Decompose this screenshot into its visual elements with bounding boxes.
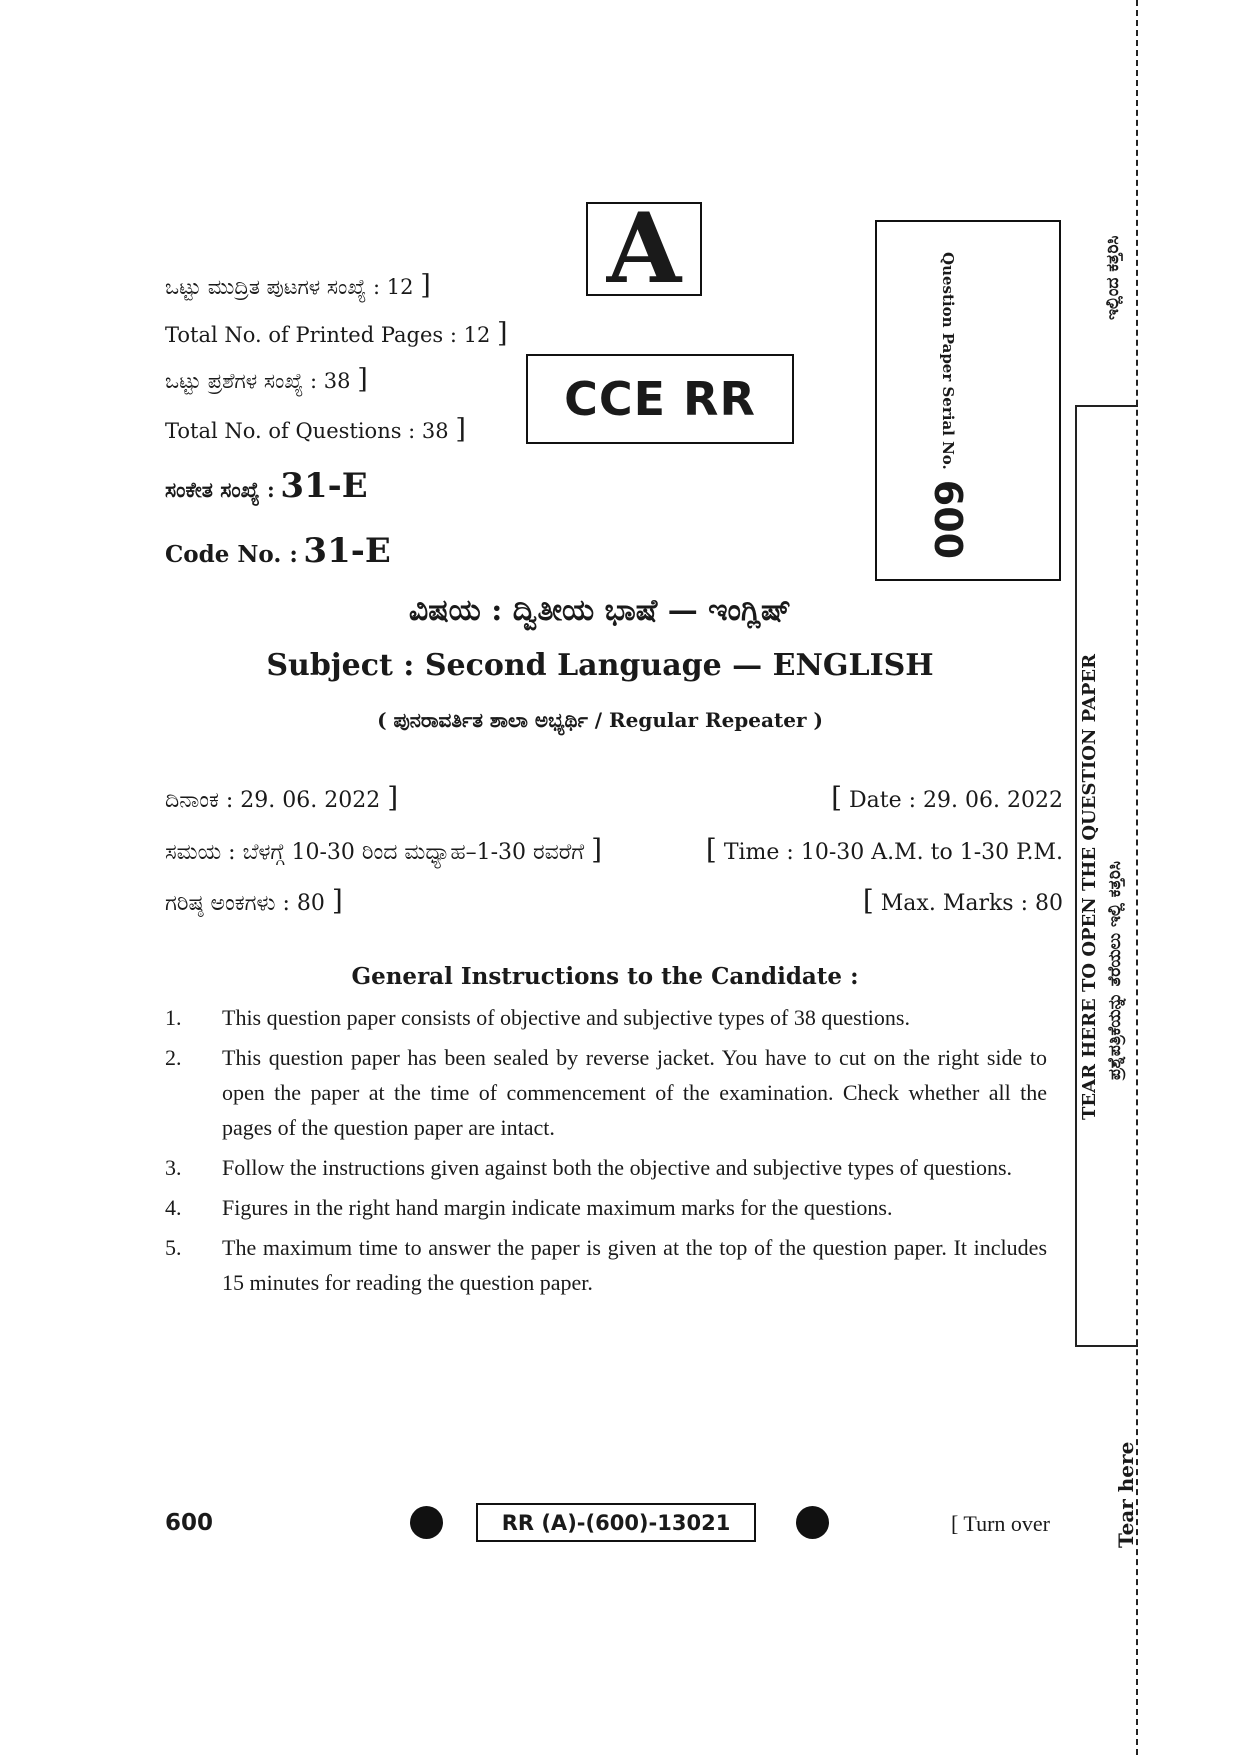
version-letter: A (606, 192, 682, 305)
code-number-en: Code No. : 31-E (165, 531, 391, 571)
marks-kn: ಗರಿಷ್ಠ ಅಂಕಗಳು : 80 ] (165, 884, 343, 917)
serial-number-box (875, 220, 1061, 581)
code-number-kn: ಸಂಕೇತ ಸಂಖ್ಯೆ : 31-E (165, 466, 368, 506)
time-en: [ Time : 10-30 A.M. to 1-30 P.M. (705, 833, 1063, 866)
serial-number: 600 (926, 479, 970, 560)
registration-dot-left (410, 1506, 443, 1539)
footer-page-number: 600 (165, 1510, 214, 1536)
instruction-item: 2. This question paper has been sealed by reverse jacket. You have to cut on the right side to open the paper at the time of commencement of the examination. Check whether all the pages of the question paper are intact. (165, 1045, 1047, 1140)
tear-here-label: Tear here (1114, 1441, 1138, 1548)
instructions-list (165, 1000, 1047, 1305)
version-letter-box (586, 192, 702, 305)
serial-label: Question Paper Serial No. (939, 252, 957, 470)
pages-count-kn: ಒಟ್ಟು ಮುದ್ರಿತ ಪುಟಗಳ ಸಂಖ್ಯೆ : 12 ] (165, 270, 431, 301)
exam-code-box (526, 354, 794, 444)
exam-code: CCE RR (564, 372, 756, 426)
candidate-type: ( ಪುನರಾವರ್ತಿತ ಶಾಲಾ ಅಭ್ಯರ್ಥಿ / Regular Repeater ) (377, 708, 823, 732)
subject-kn: ವಿಷಯ : ದ್ವಿತೀಯ ಭಾಷೆ — ಇಂಗ್ಲಿಷ್ (408, 593, 792, 628)
date-en: [ Date : 29. 06. 2022 (831, 781, 1063, 814)
subject-en: Subject : Second Language — ENGLISH (266, 648, 934, 683)
questions-count-kn: ಒಟ್ಟು ಪ್ರಶೆಗಳ ಸಂಖ್ಯೆ : 38 ] (165, 364, 368, 395)
instruction-item: 1. This question paper consists of objective and subjective types of 38 questions. (165, 1005, 910, 1030)
tear-top-kn: ಇಲ್ಲಿಂದ ಕತ್ತರಿಸಿ (1103, 235, 1123, 320)
instruction-item: 4. Figures in the right hand margin indicate maximum marks for the questions. (165, 1195, 893, 1220)
instructions-title: General Instructions to the Candidate : (351, 963, 859, 990)
registration-dot-right (796, 1506, 829, 1539)
instruction-item: 3. Follow the instructions given against both the objective and subjective types of questions. (165, 1155, 1013, 1180)
date-kn: ದಿನಾಂಕ : 29. 06. 2022 ] (165, 781, 399, 814)
turn-over-label: [ Turn over (951, 1511, 1051, 1536)
instruction-item: 5. The maximum time to answer the paper is given at the top of the question paper. It includes 15 minutes for reading the question paper. (165, 1235, 1047, 1295)
marks-en: [ Max. Marks : 80 (862, 884, 1063, 917)
questions-count-en: Total No. of Questions : 38 ] (165, 414, 466, 445)
footer-paper-code: RR (A)-(600)-13021 (476, 1503, 756, 1542)
pages-count-en: Total No. of Printed Pages : 12 ] (165, 318, 508, 349)
time-kn: ಸಮಯ : ಬೆಳಗ್ಗೆ 10-30 ರಿಂದ ಮಧ್ಯಾಹ–1-30 ರವರೆಗೆ ] (165, 833, 603, 866)
tear-instruction-en: TEAR HERE TO OPEN THE QUESTION PAPER (1079, 653, 1100, 1120)
tear-instruction-kn: ಪ್ರಶ್ನೆಪತ್ರಿಕೆಯನ್ನು ತೆರೆಯಲು ಇಲ್ಲಿ ಕತ್ತರಿಸಿ (1105, 861, 1125, 1080)
